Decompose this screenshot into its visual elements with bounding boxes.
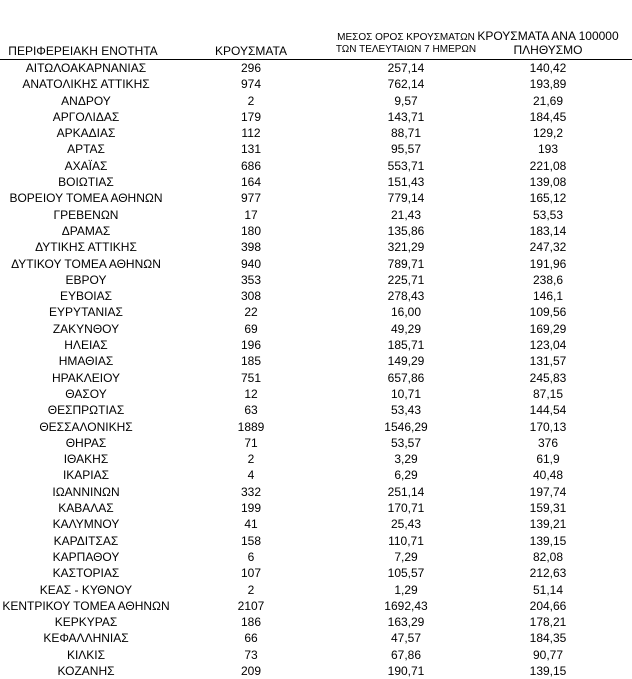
cell-avg7: 110,71 xyxy=(388,533,424,548)
table-row xyxy=(0,467,632,483)
cell-cases: 353 xyxy=(240,272,262,287)
cell-region: ΑΡΓΟΛΙΔΑΣ xyxy=(52,109,120,124)
header-avg7-line2: ΤΩΝ ΤΕΛΕΥΤΑΙΩΝ 7 ΗΜΕΡΩΝ xyxy=(335,44,477,55)
cell-avg7: 251,14 xyxy=(387,484,425,499)
header-avg7-line1: ΜΕΣΟΣ ΟΡΟΣ ΚΡΟΥΣΜΑΤΩΝ xyxy=(337,32,475,43)
cell-avg7: 321,29 xyxy=(387,240,425,255)
cell-avg7: 1692,43 xyxy=(384,598,428,613)
cell-per100k: 191,96 xyxy=(529,256,567,271)
cell-per100k: 51,14 xyxy=(532,582,564,597)
table-row xyxy=(0,402,632,418)
cell-region: ΔΥΤΙΚΟΥ ΤΟΜΕΑ ΑΘΗΝΩΝ xyxy=(11,256,161,271)
cell-per100k: 376 xyxy=(537,435,559,450)
cell-per100k: 129,2 xyxy=(532,126,564,141)
cell-avg7: 10,71 xyxy=(390,386,422,401)
table-row xyxy=(0,304,632,320)
cell-cases: 73 xyxy=(244,647,258,662)
cell-region: ΑΡΤΑΣ xyxy=(67,142,105,157)
cell-avg7: 789,71 xyxy=(387,256,425,271)
table-row xyxy=(0,125,632,141)
cell-cases: 63 xyxy=(244,403,258,418)
cell-cases: 41 xyxy=(244,517,258,532)
cell-cases: 196 xyxy=(240,338,262,353)
cell-avg7: 779,14 xyxy=(387,191,425,206)
cell-avg7: 21,43 xyxy=(390,207,422,222)
cell-cases: 199 xyxy=(240,501,262,516)
cell-region: ΑΝΔΡΟΥ xyxy=(61,93,111,108)
cell-avg7: 225,71 xyxy=(387,272,425,287)
cell-per100k: 82,08 xyxy=(532,549,564,564)
table-row xyxy=(0,370,632,386)
cell-avg7: 762,14 xyxy=(387,77,425,92)
table-row xyxy=(0,516,632,532)
cell-avg7: 1546,29 xyxy=(384,419,428,434)
cell-cases: 112 xyxy=(241,126,261,141)
cell-avg7: 16,00 xyxy=(390,305,422,320)
cell-per100k: 123,04 xyxy=(529,338,567,353)
table-row xyxy=(0,647,632,663)
cell-region: ΚΑΛΥΜΝΟΥ xyxy=(52,517,120,532)
cell-cases: 940 xyxy=(240,256,262,271)
table-row xyxy=(0,207,632,223)
cell-avg7: 185,71 xyxy=(387,338,425,353)
cell-region: ΗΡΑΚΛΕΙΟΥ xyxy=(51,370,121,385)
table-row xyxy=(0,549,632,565)
table-row xyxy=(0,239,632,255)
cell-cases: 751 xyxy=(240,370,262,385)
table-row xyxy=(0,582,632,598)
cell-cases: 4 xyxy=(247,468,255,483)
cell-cases: 185 xyxy=(240,354,262,369)
cell-cases: 71 xyxy=(244,435,258,450)
table-row xyxy=(0,223,632,239)
cell-per100k: 204,66 xyxy=(529,598,567,613)
cell-region: ΒΟΙΩΤΙΑΣ xyxy=(58,175,114,190)
cell-cases: 158 xyxy=(240,533,262,548)
cell-per100k: 140,42 xyxy=(529,61,567,75)
cell-cases: 69 xyxy=(244,321,258,336)
cell-per100k: 184,45 xyxy=(529,109,567,124)
cell-per100k: 184,35 xyxy=(529,631,567,646)
cell-avg7: 53,43 xyxy=(390,403,422,418)
cell-per100k: 238,6 xyxy=(532,272,564,287)
cell-cases: 686 xyxy=(240,158,262,173)
cell-cases: 977 xyxy=(240,191,262,206)
cell-region: ΚΕΦΑΛΛΗΝΙΑΣ xyxy=(43,631,129,646)
cell-per100k: 131,57 xyxy=(529,354,567,369)
cell-avg7: 25,43 xyxy=(390,517,422,532)
cell-avg7: 278,43 xyxy=(387,289,425,304)
cell-per100k: 197,74 xyxy=(529,484,567,499)
table-row xyxy=(0,93,632,109)
cell-region: ΘΗΡΑΣ xyxy=(65,435,107,450)
table-row xyxy=(0,419,632,435)
table-row xyxy=(0,630,632,646)
table-row xyxy=(0,353,632,369)
table-row xyxy=(0,451,632,467)
cell-per100k: 247,32 xyxy=(529,240,567,255)
cell-avg7: 151,43 xyxy=(387,175,425,190)
cell-cases: 209 xyxy=(240,663,262,678)
cell-per100k: 170,13 xyxy=(529,419,567,434)
cell-avg7: 7,29 xyxy=(394,549,418,564)
cell-cases: 2 xyxy=(247,452,255,467)
cell-region: ΖΑΚΥΝΘΟΥ xyxy=(52,321,120,336)
header-per100k-line1: ΚΡΟΥΣΜΑΤΑ ΑΝΑ 100000 xyxy=(477,29,619,43)
cell-region: ΗΜΑΘΙΑΣ xyxy=(58,354,114,369)
cell-region: ΗΛΕΙΑΣ xyxy=(64,338,108,353)
cell-per100k: 139,08 xyxy=(529,175,567,190)
cell-cases: 17 xyxy=(244,207,258,222)
cell-per100k: 183,14 xyxy=(529,223,567,238)
cell-region: ΙΘΑΚΗΣ xyxy=(63,452,109,467)
cell-cases: 332 xyxy=(240,484,262,499)
header-cases: ΚΡΟΥΣΜΑΤΑ xyxy=(215,44,287,58)
cell-per100k: 212,63 xyxy=(529,566,567,581)
cell-per100k: 193,89 xyxy=(529,77,567,92)
cell-per100k: 178,21 xyxy=(529,615,567,630)
table-row xyxy=(0,533,632,549)
cell-cases: 2 xyxy=(247,582,255,597)
table-row xyxy=(0,60,632,76)
cell-avg7: 95,57 xyxy=(390,142,422,157)
cell-cases: 180 xyxy=(240,223,262,238)
cell-avg7: 170,71 xyxy=(387,501,425,516)
cell-avg7: 135,86 xyxy=(387,223,425,238)
cell-region: ΕΥΡΥΤΑΝΙΑΣ xyxy=(49,305,123,320)
table-row xyxy=(0,337,632,353)
cell-per100k: 221,08 xyxy=(529,158,567,173)
cell-avg7: 163,29 xyxy=(387,615,425,630)
cell-cases: 398 xyxy=(240,240,262,255)
cell-per100k: 146,1 xyxy=(532,289,564,304)
cell-avg7: 190,71 xyxy=(387,663,425,678)
table-row xyxy=(0,272,632,288)
cell-region: ΚΑΒΑΛΑΣ xyxy=(58,501,114,516)
cell-region: ΓΡΕΒΕΝΩΝ xyxy=(53,207,119,222)
cell-per100k: 139,15 xyxy=(529,533,567,548)
cell-per100k: 144,54 xyxy=(529,403,567,418)
cell-avg7: 53,57 xyxy=(390,435,422,450)
cell-per100k: 193 xyxy=(537,142,559,157)
cell-avg7: 1,29 xyxy=(394,582,418,597)
cell-per100k: 139,21 xyxy=(529,517,567,532)
header-avg7 xyxy=(320,32,492,56)
header-region: ΠΕΡΙΦΕΡΕΙΑΚΗ ΕΝΟΤΗΤΑ xyxy=(8,44,158,58)
cell-region: ΚΟΖΑΝΗΣ xyxy=(57,663,115,678)
cell-region: ΙΚΑΡΙΑΣ xyxy=(62,468,110,483)
cell-region: ΚΑΣΤΟΡΙΑΣ xyxy=(52,566,120,581)
cell-cases: 131 xyxy=(240,142,262,157)
cell-cases: 22 xyxy=(244,305,258,320)
cell-cases: 2107 xyxy=(237,598,265,613)
cell-per100k: 40,48 xyxy=(532,468,564,483)
table-row xyxy=(0,256,632,272)
cell-region: ΔΥΤΙΚΗΣ ΑΤΤΙΚΗΣ xyxy=(35,240,137,255)
cell-region: ΚΑΡΔΙΤΣΑΣ xyxy=(53,533,119,548)
cell-region: ΑΙΤΩΛΟΑΚΑΡΝΑΝΙΑΣ xyxy=(25,61,147,75)
cell-region: ΕΒΡΟΥ xyxy=(65,272,107,287)
table-row xyxy=(0,321,632,337)
cell-cases: 296 xyxy=(240,61,262,75)
cell-region: ΘΕΣΠΡΩΤΙΑΣ xyxy=(47,403,125,418)
cell-region: ΕΥΒΟΙΑΣ xyxy=(59,289,113,304)
cell-cases: 308 xyxy=(240,289,262,304)
table-row xyxy=(0,76,632,92)
table-row xyxy=(0,614,632,630)
cell-avg7: 6,29 xyxy=(394,468,418,483)
cell-cases: 66 xyxy=(244,631,258,646)
cell-region: ΚΕΝΤΡΙΚΟΥ ΤΟΜΕΑ ΑΘΗΝΩΝ xyxy=(2,598,170,613)
cell-cases: 164 xyxy=(240,175,262,190)
table-row xyxy=(0,158,632,174)
header-per100k xyxy=(474,29,622,57)
cell-per100k: 87,15 xyxy=(532,386,564,401)
cell-cases: 2 xyxy=(247,93,255,108)
cell-avg7: 143,71 xyxy=(387,109,425,124)
cell-avg7: 88,71 xyxy=(390,126,422,141)
cell-per100k: 90,77 xyxy=(532,647,564,662)
cell-region: ΘΑΣΟΥ xyxy=(65,386,107,401)
cell-region: ΘΕΣΣΑΛΟΝΙΚΗΣ xyxy=(39,419,133,434)
cell-cases: 107 xyxy=(240,566,262,581)
cell-region: ΚΙΛΚΙΣ xyxy=(66,647,106,662)
table-row xyxy=(0,174,632,190)
cell-cases: 12 xyxy=(244,386,258,401)
cell-per100k: 61,9 xyxy=(536,452,560,467)
cell-avg7: 3,29 xyxy=(394,452,418,467)
cell-region: ΑΝΑΤΟΛΙΚΗΣ ΑΤΤΙΚΗΣ xyxy=(22,77,150,92)
table-row xyxy=(0,109,632,125)
cell-region: ΚΕΡΚΥΡΑΣ xyxy=(54,615,118,630)
cell-avg7: 67,86 xyxy=(390,647,422,662)
cell-region: ΚΑΡΠΑΘΟΥ xyxy=(52,549,120,564)
table-row xyxy=(0,484,632,500)
cell-avg7: 553,71 xyxy=(387,158,425,173)
table-row xyxy=(0,565,632,581)
cell-per100k: 165,12 xyxy=(529,191,567,206)
cell-per100k: 21,69 xyxy=(532,93,564,108)
cell-cases: 974 xyxy=(240,77,262,92)
cell-per100k: 245,83 xyxy=(529,370,567,385)
cell-avg7: 49,29 xyxy=(390,321,422,336)
cell-region: ΔΡΑΜΑΣ xyxy=(61,223,111,238)
cell-avg7: 105,57 xyxy=(387,566,425,581)
cell-region: ΒΟΡΕΙΟΥ ΤΟΜΕΑ ΑΘΗΝΩΝ xyxy=(9,191,163,206)
cell-cases: 1889 xyxy=(237,419,265,434)
cell-region: ΑΧΑΪΑΣ xyxy=(64,158,108,173)
cell-per100k: 159,31 xyxy=(529,501,567,516)
table-row xyxy=(0,141,632,157)
cell-region: ΙΩΑΝΝΙΝΩΝ xyxy=(52,484,120,499)
header-per100k-line2: ΠΛΗΘΥΣΜΟ xyxy=(513,43,583,57)
cell-per100k: 139,15 xyxy=(529,663,567,678)
cell-avg7: 9,57 xyxy=(394,93,418,108)
table-row xyxy=(0,190,632,206)
table-body xyxy=(0,60,632,679)
cell-per100k: 109,56 xyxy=(529,305,567,320)
cell-per100k: 169,29 xyxy=(529,321,567,336)
cell-avg7: 257,14 xyxy=(387,61,425,75)
cell-region: ΚΕΑΣ - ΚΥΘΝΟΥ xyxy=(39,582,133,597)
cell-avg7: 47,57 xyxy=(390,631,422,646)
cell-region: ΑΡΚΑΔΙΑΣ xyxy=(56,126,116,141)
table-row xyxy=(0,435,632,451)
cell-avg7: 657,86 xyxy=(387,370,425,385)
cell-cases: 179 xyxy=(240,109,262,124)
cell-cases: 6 xyxy=(247,549,255,564)
cell-avg7: 149,29 xyxy=(387,354,425,369)
table-row xyxy=(0,598,632,614)
table-row xyxy=(0,500,632,516)
table-row xyxy=(0,288,632,304)
cell-cases: 186 xyxy=(240,615,262,630)
table-row xyxy=(0,386,632,402)
cell-per100k: 53,53 xyxy=(532,207,564,222)
